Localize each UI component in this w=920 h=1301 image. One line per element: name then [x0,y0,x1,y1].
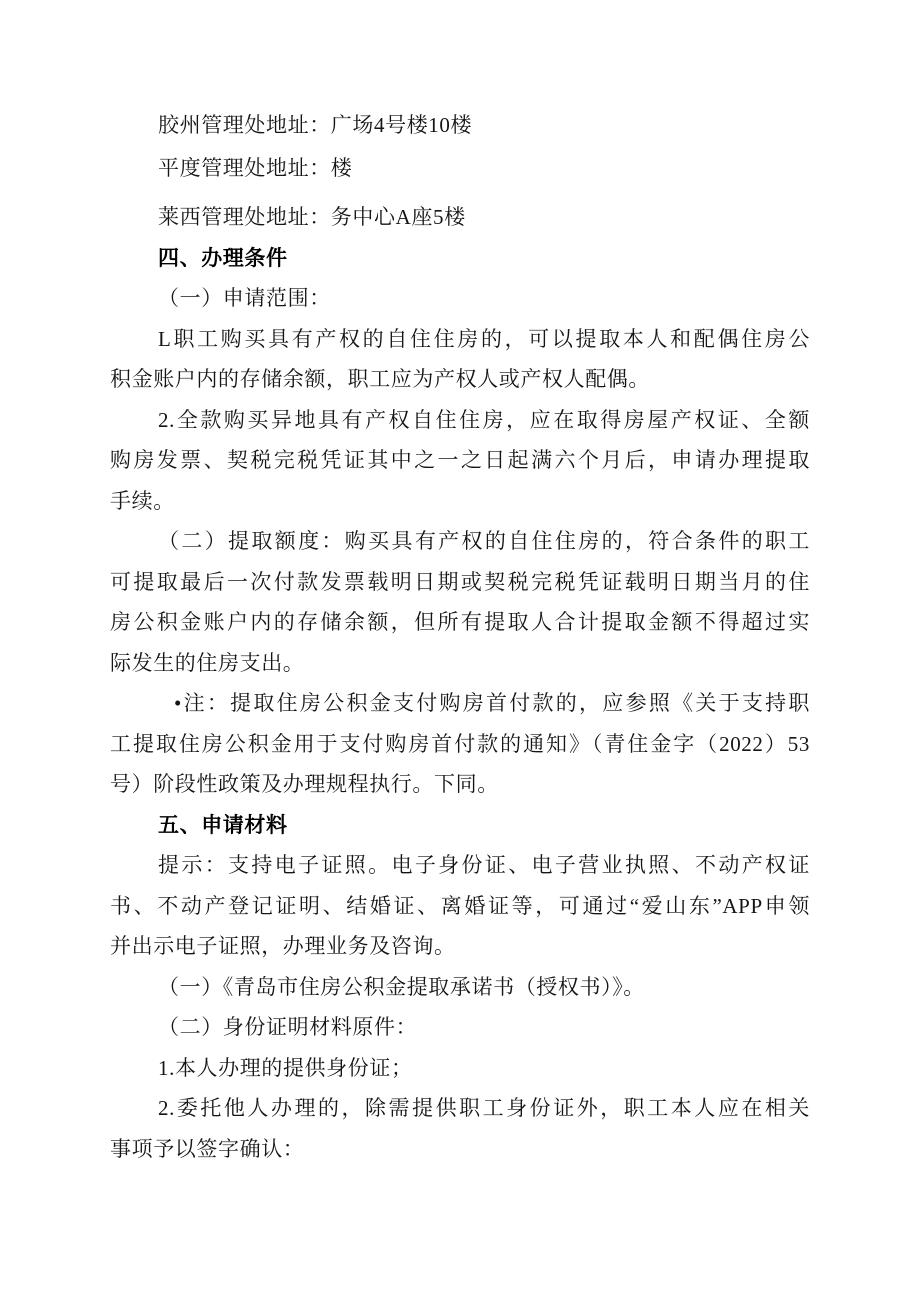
paragraph-tip [110,845,810,967]
paragraph-withdrawal-amount [110,521,810,683]
material-item-commitment-letter: （一）《青岛市住房公积金提取承诺书（授权书）》。 [158,974,645,999]
paragraph-line: 号）阶段性政策及办理规程执行。下同。 [110,772,499,796]
section-heading-conditions: 四、办理条件 [158,245,288,270]
paragraph-scope-item-1 [110,319,810,400]
identity-item-delegate [110,1088,810,1169]
document-page [110,105,810,1169]
paragraph-line: 2.委托他人办理的，除需提供职工身份证外，职工本人应在相关 [158,1096,810,1120]
identity-item-self: 1.本人办理的提供身份证； [158,1055,413,1080]
paragraph-line: 工提取住房公积金用于支付购房首付款的通知》（青住金字（2022）53 [110,731,810,756]
paragraph-line: L职工购买具有产权的自住住房的，可以提取本人和配偶住房公 [158,326,810,351]
material-item-identity-documents: （二）身份证明材料原件： [158,1015,418,1039]
address-jiaozhou: 胶州管理处地址：广场4号楼10楼 [158,113,473,137]
paragraph-line: 书、不动产登记证明、结婚证、离婚证等，可通过“爱山东”APP申领 [110,893,810,918]
paragraph-line: 事项予以签字确认： [110,1136,305,1161]
paragraph-line: 积金账户内的存储余额，职工应为产权人或产权人配偶。 [110,367,650,391]
paragraph-line: 手续。 [110,488,175,513]
address-pingdu: 平度管理处地址：楼 [158,156,353,180]
paragraph-line: 2.全款购买异地具有产权自住住房，应在取得房屋产权证、全额 [158,407,810,432]
paragraph-line: 购房发票、契税完税凭证其中之一之日起满六个月后，申请办理提取 [110,448,810,472]
paragraph-note [110,683,810,805]
paragraph-scope-item-2 [110,400,810,522]
address-laixi: 莱西管理处地址：务中心A座5楼 [158,205,466,229]
paragraph-line: 并出示电子证照，办理业务及咨询。 [110,934,456,958]
paragraph-line: 可提取最后一次付款发票载明日期或契税完税凭证载明日期当月的住 [110,569,810,594]
management-office-addresses [110,105,810,238]
paragraph-line: 提示：支持电子证照。电子身份证、电子营业执照、不动产权证 [158,853,810,877]
paragraph-line: •注：提取住房公积金支付购房首付款的，应参照《关于支持职 [174,691,810,715]
paragraph-line: 房公积金账户内的存储余额，但所有提取人合计提取金额不得超过实 [110,610,810,634]
subsection-title-scope: （一）申请范围： [158,286,331,310]
paragraph-line: 际发生的住房支出。 [110,650,305,675]
section-heading-materials: 五、申请材料 [158,812,288,837]
paragraph-line: （二）提取额度：购买具有产权的自住住房的，符合条件的职工 [158,529,810,553]
